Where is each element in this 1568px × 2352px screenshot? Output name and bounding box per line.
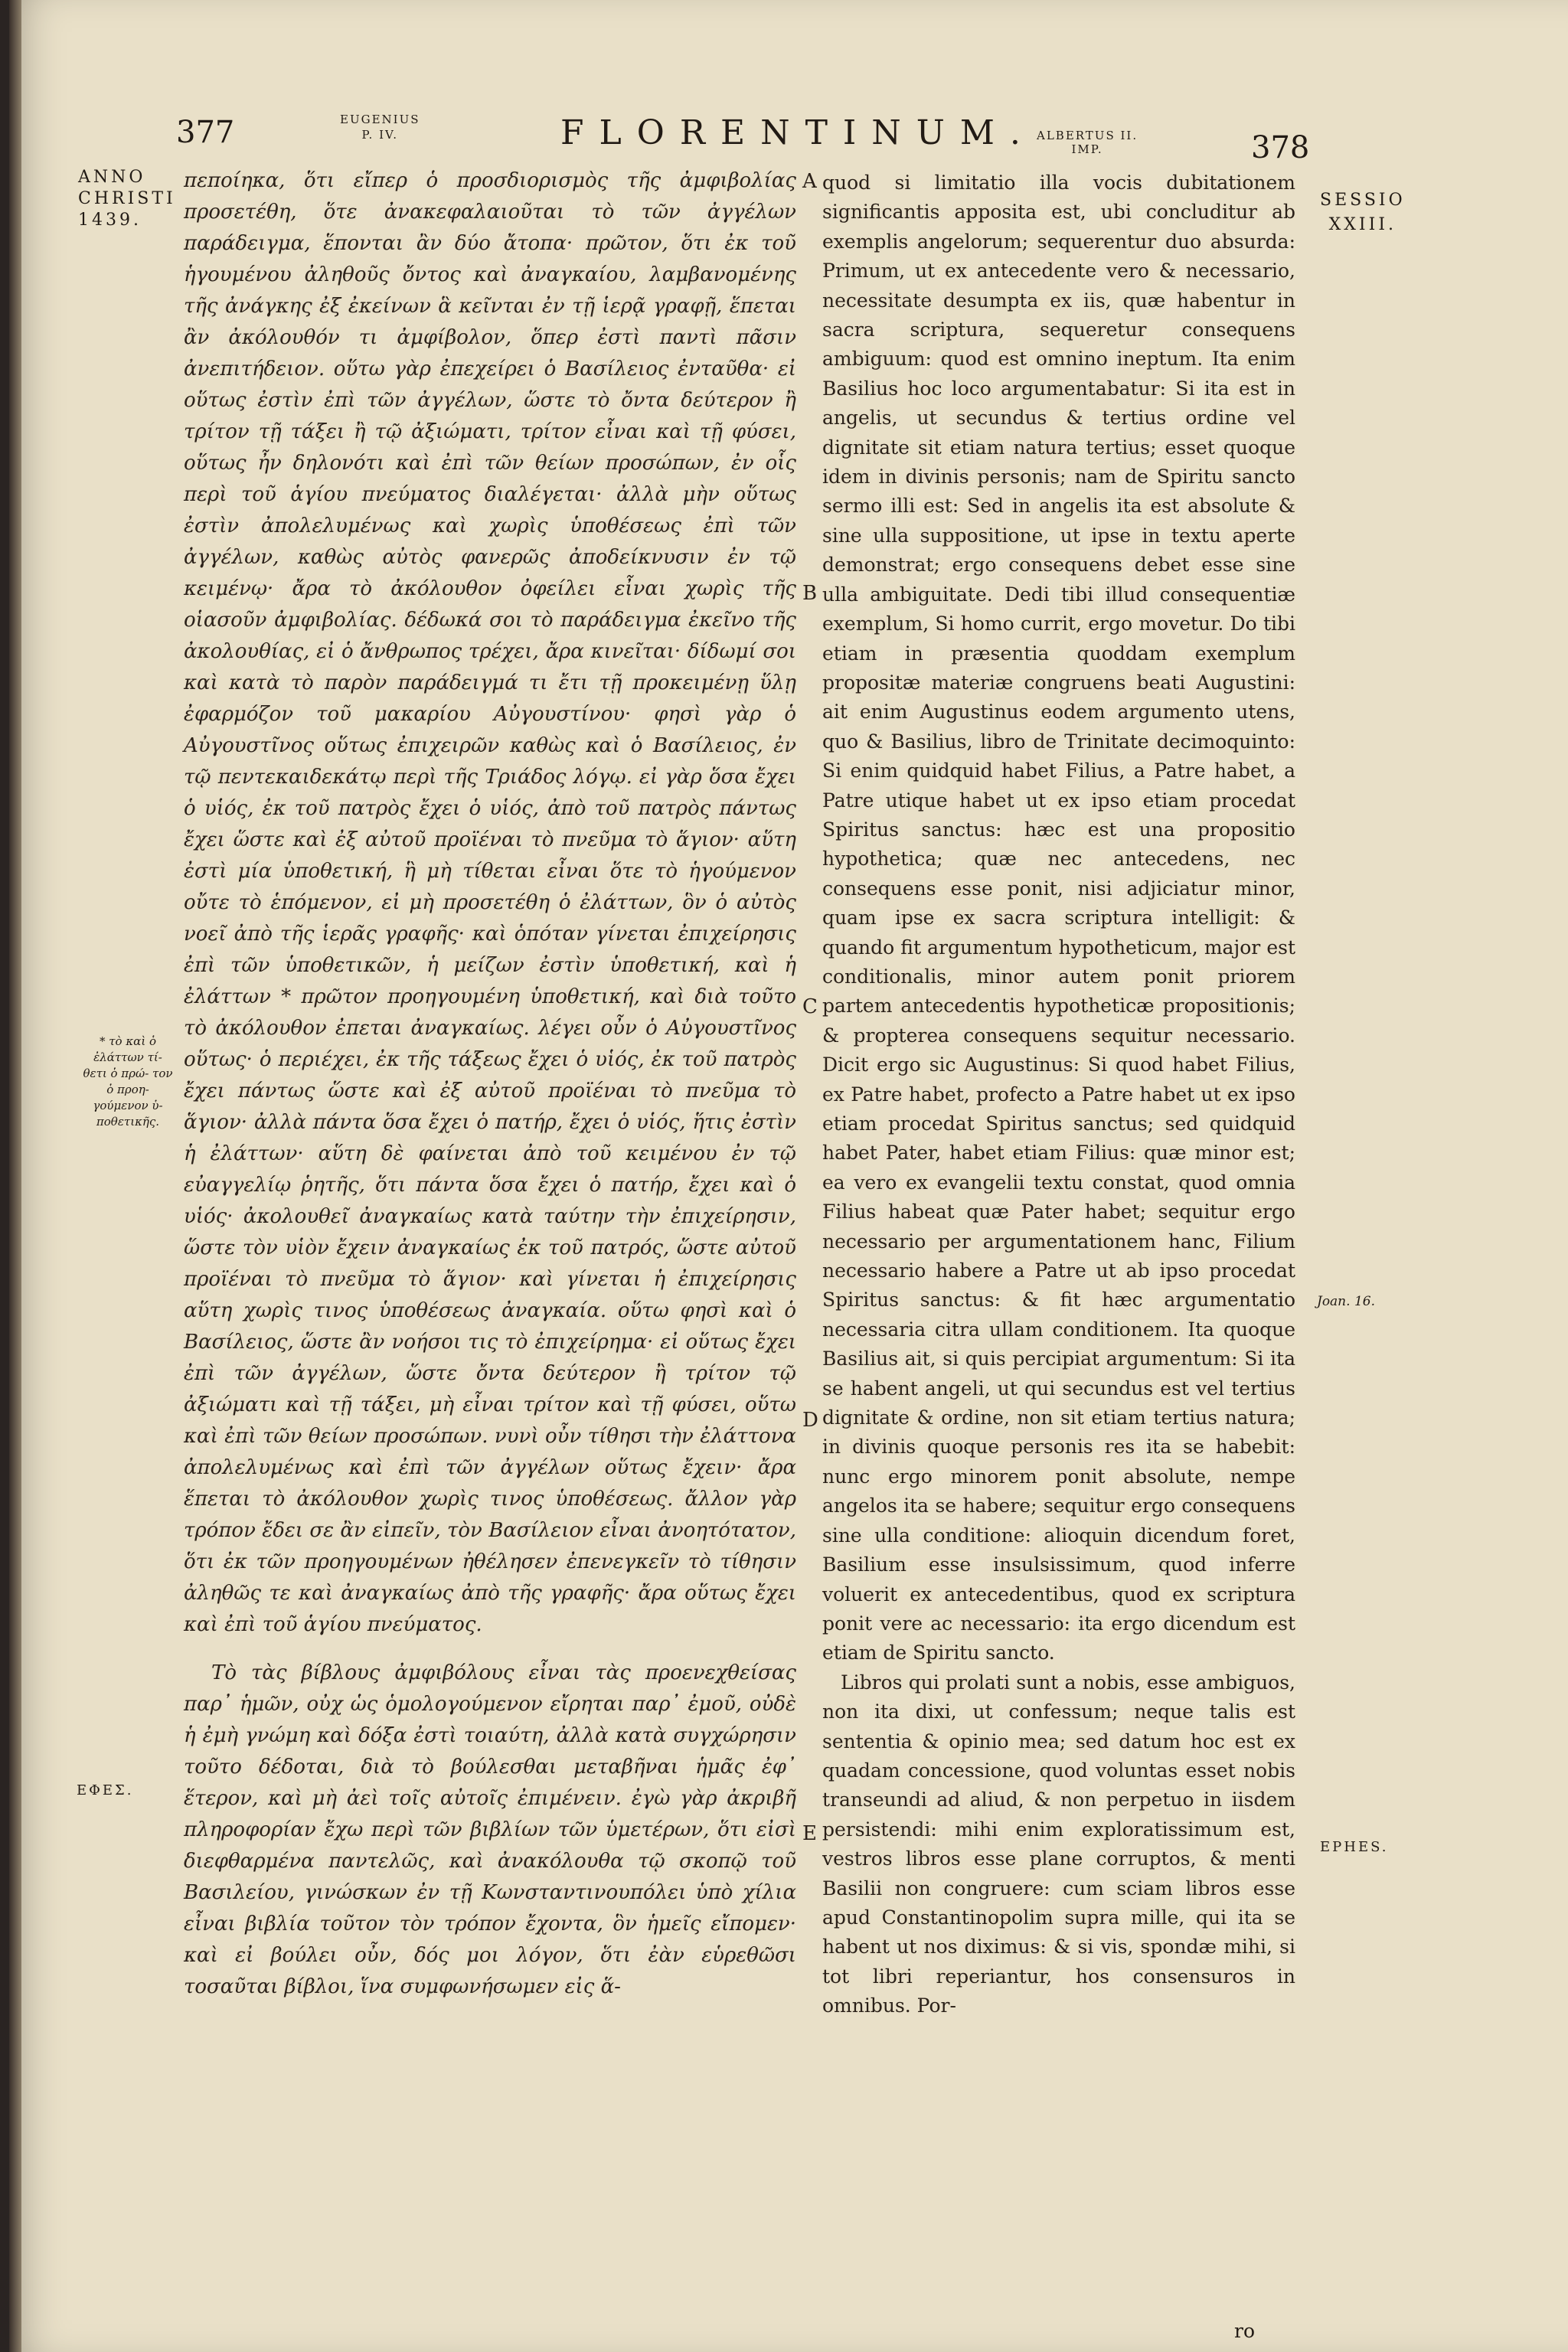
section-letter-e: E <box>802 1822 817 1845</box>
margin-note-greek: * τὸ καὶ ὁ ἐλάττων τί- θετι ὁ πρώ- τον ὁ προη- γούμενον ὑ- ποθετικῆς. <box>83 1034 173 1129</box>
margin-scripture-reference: Joan. 16. <box>1317 1294 1375 1309</box>
book-page <box>9 0 1568 2352</box>
margin-session-line2: XXIII. <box>1328 215 1396 234</box>
running-head-left-line1: EUGENIUS <box>340 113 420 126</box>
margin-session <box>1320 188 1406 237</box>
section-letter-d: D <box>802 1409 818 1432</box>
margin-ephes-latin: EPHES. <box>1320 1839 1389 1855</box>
section-letter-b: B <box>802 582 818 605</box>
running-head-left <box>340 112 420 142</box>
latin-column <box>822 168 1295 2182</box>
running-head-left-line2: P. IV. <box>361 128 398 142</box>
binding-gutter <box>9 0 21 2352</box>
section-letter-a: A <box>802 170 817 193</box>
margin-ephes-greek: ΕΦΕΣ. <box>77 1782 134 1798</box>
catchword: ro <box>1234 2320 1256 2342</box>
running-head-right-line2: IMP. <box>1071 142 1103 156</box>
greek-paragraph-2: Τὸ τὰς βίβλους ἀμφιβόλους εἶναι τὰς προενεχθείσας παρ᾽ ἡμῶν, οὐχ ὡς ὁμολογούμενον εἴρηται παρ᾽ ἐμοῦ, οὐδὲ ἡ ἐμὴ γνώμη καὶ δόξα ἐστὶ τοιαύτη, ἀλλὰ κατὰ συγχώρησιν τοῦτο δέδοται, διὰ τὸ βούλεσθαι μεταβῆναι ἡμᾶς ἐφ᾽ ἕτερον, καὶ μὴ ἀεὶ τοῖς αὐτοῖς ἐπιμένειν. ἐγὼ γὰρ ἀκριβῆ πληροφορίαν ἔχω περὶ τῶν βιβλίων τῶν ὑμετέρων, ὅτι εἰσὶ διεφθαρμένα παντελῶς, καὶ ἀνακόλουθα τῷ σκοπῷ τοῦ Βασιλείου, γινώσκων ἐν τῇ Κωνσταντινουπόλει ὑπὸ χίλια εἶναι βιβλία τοῦτον τὸν τρόπον ἔχοντα, ὃν ἡμεῖς εἴπομεν· καὶ εἰ βούλει οὖν, δός μοι λόγον, ὅτι ἐὰν εὑρεθῶσι τοσαῦται βίβλοι, ἵνα συμφωνήσωμεν εἰς ἅ- <box>184 1661 796 1998</box>
greek-paragraph-1: πεποίηκα, ὅτι εἴπερ ὁ προσδιορισμὸς τῆς ἀμφιβολίας προσετέθη, ὅτε ἀνακεφαλαιοῦται τὸ τῶν ἀγγέλων παράδειγμα, ἕπονται ἂν δύο ἄτοπα· πρῶτον, ὅτι ἐκ τοῦ ἡγουμένου ἀληθοῦς ὄντος καὶ ἀναγκαίου, λαμβανομένης τῆς ἀνάγκης ἐξ ἐκείνων ἃ κεῖνται ἐν τῇ ἱερᾷ γραφῇ, ἕπεται ἂν ἀκόλουθόν τι ἀμφίβολον, ὅπερ ἐστὶ παντὶ πᾶσιν ἀνεπιτήδειον. οὕτω γὰρ ἐπεχείρει ὁ Βασίλειος ἐνταῦθα· εἰ οὕτως ἐστὶν ἐπὶ τῶν ἀγγέλων, ὥστε τὸ ὄντα δεύτερον ἢ τρίτον τῇ τάξει ἢ τῷ ἀξιώματι, τρίτον εἶναι καὶ τῇ φύσει, οὕτως ἦν δηλονότι καὶ ἐπὶ τῶν θείων προσώπων, ἐν οἷς περὶ τοῦ ἁγίου πνεύματος διαλέγεται· ἀλλὰ μὴν οὕτως ἐστὶν ἀπολελυμένως καὶ χωρὶς ὑποθέσεως ἐπὶ τῶν ἀγγέλων, καθὼς αὐτὸς φανερῶς ἀποδείκνυσιν ἐν τῷ κειμένῳ· ἄρα τὸ ἀκόλουθον ὀφείλει εἶναι χωρὶς τῆς οἱασοῦν ἀμφιβολίας. δέδωκά σοι τὸ παράδειγμα ἐκεῖνο τῆς ἀκολουθίας, εἰ ὁ ἄνθρωπος τρέχει, ἄρα κινεῖται· δίδωμί σοι καὶ κατὰ τὸ παρὸν παράδειγμά τι ἔτι τῇ προκειμένῃ ὕλῃ ἐφαρμόζον τοῦ μακαρίου Αὐγουστίνου· φησὶ γὰρ ὁ Αὐγουστῖνος οὕτως ἐπιχειρῶν καθὼς καὶ ὁ Βασίλειος, ἐν τῷ πεντεκαιδεκάτῳ περὶ τῆς Τριάδος λόγῳ. εἰ γὰρ ὅσα ἔχει ὁ υἱός, ἐκ τοῦ πατρὸς ἔχει ὁ υἱός, ἀπὸ τοῦ πατρὸς πάντως ἔχει ὥστε καὶ ἐξ αὐτοῦ προϊέναι τὸ πνεῦμα τὸ ἅγιον· αὕτη ἐστὶ μία ὑποθετική, ἣ μὴ τίθεται εἶναι ὅτε τὸ ἡγούμενον οὔτε τὸ ἑπόμενον, εἰ μὴ προσετέθη ὁ ἐλάττων, ὃν ὁ αὐτὸς νοεῖ ἀπὸ τῆς ἱερᾶς γραφῆς· καὶ ὁπόταν γίνεται ἐπιχείρησις ἐπὶ τῶν ὑποθετικῶν, ἡ μείζων ἐστὶν ὑποθετική, καὶ ἡ ἐλάττων * πρῶτον προηγουμένη ὑποθετική, καὶ διὰ τοῦτο τὸ ἀκόλουθον ἐπεται ἀναγκαίως. λέγει οὖν ὁ Αὐγουστῖνος οὕτως· ὁ περιέχει, ἐκ τῆς τάξεως ἔχει ὁ υἱός, ἐκ τοῦ πατρὸς ἔχει πάντως ὥστε καὶ ἐξ αὐτοῦ προϊέναι τὸ πνεῦμα τὸ ἅγιον· ἀλλὰ πάντα ὅσα ἔχει ὁ πατήρ, ἔχει ὁ υἱός, ἥτις ἐστὶν ἡ ἐλάττων· αὕτη δὲ φαίνεται ἀπὸ τοῦ κειμένου ἐν τῷ εὐαγγελίῳ ῥητῆς, ὅτι πάντα ὅσα ἔχει ὁ πατήρ, ἔχει καὶ ὁ υἱός· ἀκολουθεῖ ἀναγκαίως κατὰ ταύτην τὴν ἐπιχείρησιν, ὥστε τὸν υἱὸν ἔχειν ἀναγκαίως ἐκ τοῦ πατρός, ὥστε αὐτοῦ προϊέναι τὸ πνεῦμα τὸ ἅγιον· καὶ γίνεται ἡ ἐπιχείρησις αὕτη χωρὶς τινος ὑποθέσεως ἀναγκαία. οὕτω φησὶ καὶ ὁ Βασίλειος, ὥστε ἂν νοήσοι τις τὸ ἐπιχείρημα· εἰ οὕτως ἔχει ἐπὶ τῶν ἀγγέλων, ὥστε ὄντα δεύτερον ἢ τρίτον τῷ ἀξιώματι καὶ τῇ τάξει, μὴ εἶναι τρίτον καὶ τῇ φύσει, οὕτω καὶ ἐπὶ τῶν θείων προσώπων. νυνὶ οὖν τίθησι τὴν ἐλάττονα ἀπολελυμένως καὶ ἐπὶ τῶν ἀγγέλων οὕτως ἔχειν· ἄρα ἕπεται τὸ ἀκόλουθον χωρὶς τινος ὑποθέσεως. ἄλλον γὰρ τρόπον ἔδει σε ἂν εἰπεῖν, τὸν Βασίλειον εἶναι ἀνοητότατον, ὅτι ἐκ τῶν προηγουμένων ἠθέλησεν ἐπενεγκεῖν τὸ τίθησιν ἀληθῶς τε καὶ ἀναγκαίως ἀπὸ τῆς γραφῆς· ἄρα οὕτως ἔχει καὶ ἐπὶ τοῦ ἁγίου πνεύματος. <box>184 169 796 1636</box>
section-letter-c: C <box>802 995 818 1018</box>
greek-column <box>184 165 796 1998</box>
margin-session-line1: SESSIO <box>1320 191 1406 210</box>
margin-year-line2: CHRISTI <box>78 189 176 208</box>
latin-paragraph-2: Libros qui prolati sunt a nobis, esse ambiguos, non ita dixi, ut confessum; neque talis est sententia & opinio mea; sed datum hoc est ex quadam concessione, quod voluntas esset nobis transeundi ad aliud, & non perpetuo in iisdem persistendi: mihi enim exploratissimum est, vestros libros esse plane corruptos, & menti Basilii non congruere: cum sciam libros esse apud Constantinopolim supra mille, qui ita se habent ut nos diximus: & si vis, spondæ mihi, si tot libri reperiantur, hos consensuros in omnibus. Por- <box>822 1671 1295 2017</box>
margin-year-line3: 1439. <box>78 211 142 230</box>
margin-year-line1: ANNO <box>78 168 146 187</box>
running-head-right <box>1037 129 1138 156</box>
latin-paragraph-1: quod si limitatio illa vocis dubitationem significantis apposita est, ubi concluditur ab exemplis angelorum; sequerentur duo absurda: Primum, ut ex antecedente vero & necessario, necessitate desumpta ex iis, quæ habentur in sacra scriptura, sequeretur consequens ambiguum: quod est omnino ineptum. Ita enim Basilius hoc loco argumentabatur: Si ita est in angelis, ut secundus & tertius ordine vel dignitate sit etiam natura tertius; esset quoque idem in divinis personis; nam de Spiritu sancto sermo illi est: Sed in angelis ita est absolute & sine ulla suppositione, ut ipse in textu aperte demonstrat; ergo consequens debet esse sine ulla ambiguitate. Dedi tibi illud consequentiæ exemplum, Si homo currit, ergo movetur. Do tibi etiam in præsentia quoddam exemplum propositæ materiæ congruens beati Augustini: ait enim Augustinus eodem argumento utens, quo & Basilius, libro de Trinitate decimoquinto: Si enim quidquid habet Filius, a Patre habet, a Patre utique habet ut ex ipso etiam procedat Spiritus sanctus: hæc est una propositio hypothetica; quæ nec antecedens, nec consequens esse ponit, nisi adjiciatur minor, quam ipse ex sacra scriptura intelligit: & quando fit argumentum hypotheticum, major est conditionalis, minor autem ponit priorem partem antecedentis hypotheticæ propositionis; & propterea consequens sequitur necessario. Dicit ergo sic Augustinus: Si quod habet Filius, ex Patre habet, profecto a Patre habet ut ex ipso etiam procedat Spiritus sanctus; sed quidquid habet Pater, habet etiam Filius: quæ minor est; ea vero ex evangelii textu constat, quod omnia Filius habeat quæ Pater habet; sequitur ergo necessario per argumentationem hanc, Filium necessario habere a Patre ut ab ipso procedat Spiritus sanctus: & fit hæc argumentatio necessaria citra ullam conditionem. Ita quoque Basilius ait, si quis percipiat argumentum: Si ita se habent angeli, ut qui secundus est vel tertius dignitate & ordine, non sit etiam tertius natura; in divinis quoque personis res ita se habebit: nunc ergo minorem ponit absolute, nempe angelos ita se habere; sequitur ergo consequens sine ulla conditione: alioquin dicendum foret, Basilium esse insulsissimum, quod inferre voluerit ex antecedentibus, quod ex scriptura ponit vere ac necessario: ita ergo dicendum est etiam de Spiritu sancto. <box>822 172 1295 1664</box>
page-title: FLORENTINUM. <box>560 113 1036 152</box>
margin-year <box>78 167 176 231</box>
page-number-right: 378 <box>1251 130 1310 165</box>
running-head-right-line1: ALBERTUS II. <box>1037 129 1138 142</box>
page-number-left: 377 <box>176 115 235 150</box>
